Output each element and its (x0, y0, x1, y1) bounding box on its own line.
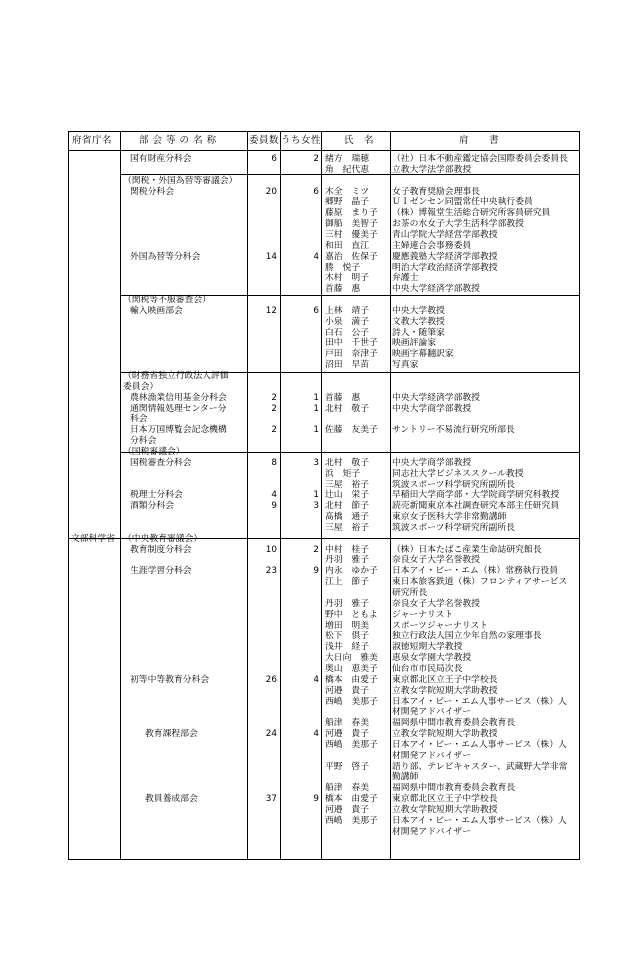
person-title: 研究所長 (392, 588, 428, 598)
table-row (69, 588, 579, 598)
person-title: 筑波スポーツ科学研究所副所長 (392, 522, 515, 533)
person-title: 早稲田大学商学部・大学院商学研究科教授 (392, 490, 560, 501)
table-row (69, 610, 579, 620)
document-table (68, 131, 580, 860)
female-count: 3 (313, 457, 319, 468)
committee-name: 生涯学習分科会 (130, 566, 192, 577)
committee-name: 科会 (130, 414, 148, 425)
table-row (69, 480, 579, 490)
table-row (69, 165, 579, 175)
person-title: 日本アイ・ビー・エム人事サービス（株）人 (392, 739, 567, 750)
table-row (69, 317, 579, 327)
member-count: 26 (265, 674, 277, 685)
person-title: （社）日本不動産鑑定協会国際委員会委員長 (392, 154, 568, 164)
table-row (69, 534, 579, 544)
female-count: 4 (313, 674, 319, 685)
person-name: 橋本 由愛子 (325, 674, 378, 685)
table-row (69, 762, 579, 772)
table-row (69, 349, 579, 359)
person-name: 三村 優美子 (325, 229, 378, 240)
female-count: 6 (313, 186, 319, 197)
table-row (69, 447, 579, 457)
person-name: 中村 桂子 (325, 544, 369, 555)
person-title: 立教女学院短期大学助教授 (392, 729, 498, 740)
person-name: 髙橋 通子 (325, 512, 369, 523)
person-name: 藤原 まり子 (325, 208, 378, 219)
table-row (69, 577, 579, 587)
table-row (69, 697, 579, 707)
table-row (69, 241, 579, 251)
committee-name: 委員会） (123, 381, 159, 392)
female-count: 4 (313, 251, 319, 262)
committee-name: 教員養成部会 (145, 794, 198, 805)
person-name: 小泉 満子 (325, 316, 369, 327)
table-row (69, 686, 579, 696)
table-row (69, 621, 579, 631)
member-count: 6 (271, 154, 277, 164)
person-title: スポーツジャーナリスト (392, 620, 489, 631)
person-title: 勤講師 (392, 772, 419, 783)
person-name: 田中 千世子 (325, 338, 378, 349)
person-title: サントリー不易流行研究所部長 (392, 425, 515, 436)
member-count: 8 (271, 457, 277, 468)
table-row (69, 219, 579, 229)
member-count: 2 (271, 392, 277, 403)
person-name: 首藤 惠 (325, 392, 361, 403)
person-name: 橋本 由愛子 (325, 794, 378, 805)
female-count: 1 (313, 490, 319, 501)
table-row (69, 458, 579, 468)
committee-name: 輸入映画部会 (130, 305, 183, 316)
ministry-name: 文部科学省 (71, 533, 115, 544)
person-title: 青山学院大学経営学部教授 (392, 229, 498, 240)
person-title: 中央大学教授 (392, 305, 445, 316)
table-row (69, 436, 579, 446)
person-name: 和田 直江 (325, 240, 369, 251)
member-count: 4 (271, 490, 277, 501)
person-title: 材開発アドバイザー (392, 750, 471, 761)
person-name: 浜 矩子 (325, 468, 361, 479)
person-title: 中央大学経済学部教授 (392, 392, 480, 403)
table-row (69, 414, 579, 424)
person-name: 辻山 栄子 (325, 490, 369, 501)
person-name: 丹羽 雅子 (325, 598, 369, 609)
header-name: 氏 名 (344, 135, 375, 146)
table-row (69, 393, 579, 403)
committee-name: （関税・外国為替等審議会） (123, 175, 238, 186)
person-title: 映画字幕翻訳家 (392, 349, 454, 360)
committee-name: 関税分科会 (130, 186, 174, 197)
person-name: 河邉 貴子 (325, 805, 369, 815)
person-title: 語り部、テレビキャスター、武蔵野大学非常 (392, 761, 568, 772)
committee-name: 国有財産分科会 (130, 154, 192, 164)
person-name: 松下 倶子 (325, 631, 369, 642)
person-title: 立教大学法学部教授 (392, 164, 472, 175)
person-title: 東日本旅客鉄道（株）フロンティアサービス (392, 577, 568, 588)
person-title: （株）博報堂生活総合研究所客員研究員 (392, 208, 551, 219)
table-row (69, 338, 579, 348)
table-row (69, 490, 579, 500)
person-name: 船津 春美 (325, 718, 369, 729)
person-name: 三屋 裕子 (325, 522, 369, 533)
person-name: 白石 公子 (325, 327, 369, 338)
person-title: 東京女子医科大学非常勤講師 (392, 512, 507, 523)
table-row (69, 425, 579, 435)
member-count: 2 (271, 425, 277, 436)
table-row (69, 295, 579, 305)
committee-name: 分科会 (130, 436, 157, 447)
table-row (69, 566, 579, 576)
table-row (69, 197, 579, 207)
table-row (69, 599, 579, 609)
person-title: 弁護士 (392, 273, 419, 284)
table-header (69, 132, 579, 151)
person-title: 立教女学院短期大学助教授 (392, 805, 498, 815)
table-row (69, 306, 579, 316)
person-title: 中央大学商学部教授 (392, 457, 472, 468)
female-count: 9 (313, 794, 319, 805)
table-row (69, 827, 579, 837)
person-name: 三屋 裕子 (325, 479, 369, 490)
person-title: 文教大学教授 (392, 316, 445, 327)
person-title: 日本アイ・ビー・エム人事サービス（株）人 (392, 815, 567, 826)
person-title: 淑徳短期大学教授 (392, 642, 463, 653)
female-count: 2 (313, 154, 319, 164)
table-row (69, 176, 579, 186)
person-name: 浅井 経子 (325, 642, 369, 653)
person-name: 上林 靖子 (325, 305, 369, 316)
person-name: 北村 敬子 (325, 457, 369, 468)
person-name: 郷野 晶子 (325, 197, 369, 208)
person-title: 同志社大学ビジネススクール教授 (392, 468, 524, 479)
person-title: 仙台市市民局次長 (392, 663, 463, 674)
person-name: 嘉治 佐保子 (325, 251, 378, 262)
female-count: 1 (313, 425, 319, 436)
person-title: 奈良女子大学名誉教授 (392, 598, 480, 609)
person-title: 中央大学経済学部教授 (392, 284, 480, 295)
header-body: 部 会 等 の 名 称 (139, 135, 217, 146)
member-count: 12 (265, 305, 277, 316)
table-row (69, 816, 579, 826)
person-name: 江上 節子 (325, 577, 369, 588)
table-row (69, 729, 579, 739)
header-position: 肩 書 (459, 135, 500, 146)
table-row (69, 360, 579, 370)
committee-name: 初等中等教育分科会 (130, 674, 210, 685)
member-count: 37 (265, 794, 277, 805)
person-name: 沼田 早苗 (325, 360, 369, 371)
table-row (69, 783, 579, 793)
member-count: 2 (271, 403, 277, 414)
header-ministry: 府省庁名 (72, 135, 113, 146)
person-title: 東京都北区立王子中学校長 (392, 674, 498, 685)
person-title: 日本アイ・ビー・エム（株）常務執行役員 (392, 566, 558, 577)
person-name: 内永 ゆか子 (325, 566, 378, 577)
person-name: 野中 ともよ (325, 609, 378, 620)
person-name: 増田 明美 (325, 620, 369, 631)
person-title: 独立行政法人国立少年自然の家理事長 (392, 631, 542, 642)
table-row (69, 740, 579, 750)
committee-name: （関税等不服審査会） (123, 295, 211, 306)
committee-name: 教育制度分科会 (130, 544, 192, 555)
table-row (69, 751, 579, 761)
person-title: 福岡県中間市教育委員会教育長 (392, 718, 516, 729)
person-name: 西嶋 美那子 (325, 739, 378, 750)
person-name: 西嶋 美那子 (325, 696, 378, 707)
table-row (69, 187, 579, 197)
table-row (69, 545, 579, 555)
table-row (69, 208, 579, 218)
table-row (69, 718, 579, 728)
member-count: 24 (265, 729, 277, 740)
person-title: 写真家 (392, 360, 419, 371)
person-title: 立教女学院短期大学助教授 (392, 685, 498, 696)
person-title: ジャーナリスト (392, 609, 454, 620)
person-title: 筑波スポーツ科学研究所副所長 (392, 479, 515, 490)
person-title: 主婦連合会事務委員 (392, 240, 472, 251)
female-count: 4 (313, 729, 319, 740)
table-row (69, 501, 579, 511)
person-title: 材開発アドバイザー (392, 826, 471, 837)
person-name: 奥山 恵美子 (325, 663, 378, 674)
person-name: 大日向 雅美 (325, 653, 378, 664)
person-name: 平野 啓子 (325, 761, 369, 772)
person-name: 佐藤 友美子 (325, 425, 378, 436)
committee-name: 教育課程部会 (145, 729, 198, 740)
table-row (69, 469, 579, 479)
member-count: 14 (265, 251, 277, 262)
table-row (69, 404, 579, 414)
table-row (69, 230, 579, 240)
committee-name: 日本万国博覧会記念機構 (130, 425, 227, 436)
table-row (69, 707, 579, 717)
female-count: 2 (313, 544, 319, 555)
committee-name: （国税審議会） (123, 446, 185, 457)
person-title: 東京都北区立王子中学校長 (392, 794, 498, 805)
committee-name: 税理士分科会 (130, 490, 183, 501)
person-name: 戸田 奈津子 (325, 349, 378, 360)
person-name: 北村 節子 (325, 501, 369, 512)
table-row (69, 805, 579, 815)
person-name: 西嶋 美那子 (325, 815, 378, 826)
table-row (69, 382, 579, 392)
person-name: 御船 美智子 (325, 219, 378, 230)
table-row (69, 273, 579, 283)
person-title: 奈良女子大学名誉教授 (392, 555, 480, 566)
committee-name: （財務省独立行政法人評価 (123, 371, 229, 381)
person-title: 慶應義塾大学経済学部教授 (392, 251, 498, 262)
table-row (69, 328, 579, 338)
table-row (69, 512, 579, 522)
member-count: 20 (265, 186, 277, 197)
table-row (69, 523, 579, 533)
person-title: （株）日本たばこ産業生命誌研究館長 (392, 544, 542, 555)
table-row (69, 642, 579, 652)
member-count: 10 (265, 544, 277, 555)
person-name: 緒方 瑞穂 (325, 154, 369, 164)
table-row (69, 794, 579, 804)
person-title: お茶の水女子大学生活科学部教授 (392, 219, 524, 230)
person-title: 材開発アドバイザー (392, 707, 471, 718)
table-row (69, 631, 579, 641)
person-name: 北村 敬子 (325, 403, 369, 414)
person-name: 河邉 貴子 (325, 729, 369, 740)
committee-name: 酒類分科会 (130, 501, 174, 512)
table-row (69, 675, 579, 685)
committee-name: 通関情報処理センター分 (130, 403, 227, 414)
female-count: 6 (313, 305, 319, 316)
member-count: 9 (271, 501, 277, 512)
person-title: 詩人・随筆家 (392, 327, 445, 338)
committee-name: 農林漁業信用基金分科会 (130, 392, 227, 403)
header-women: うち女性 (281, 135, 322, 146)
person-name: 丹羽 雅子 (325, 555, 369, 566)
female-count: 1 (313, 392, 319, 403)
table-row (69, 555, 579, 565)
table-row (69, 772, 579, 782)
table-row (69, 252, 579, 262)
person-name: 木全 ミツ (325, 186, 369, 197)
table-row (69, 664, 579, 674)
female-count: 1 (313, 403, 319, 414)
person-name: 勝 悦子 (325, 262, 361, 273)
female-count: 3 (313, 501, 319, 512)
person-title: ＵＩゼンセン同盟常任中央執行委員 (392, 197, 533, 208)
committee-name: 国税審査分科会 (130, 457, 192, 468)
table-row (69, 284, 579, 294)
committee-name: （中央教育審議会） (123, 533, 203, 544)
person-name: 船津 春美 (325, 783, 369, 794)
person-name: 河邉 貴子 (325, 685, 369, 696)
person-name: 角 紀代恵 (325, 164, 369, 175)
person-title: 明治大学政治経済学部教授 (392, 262, 498, 273)
table-row (69, 653, 579, 663)
person-title: 日本アイ・ビー・エム人事サービス（株）人 (392, 696, 567, 707)
person-name: 首藤 惠 (325, 284, 361, 295)
person-title: 読売新聞東京本社調査研究本部主任研究員 (392, 501, 560, 512)
person-title: 福岡県中間市教育委員会教育長 (392, 783, 516, 794)
person-title: 中央大学商学部教授 (392, 403, 472, 414)
person-name: 木村 明子 (325, 273, 369, 284)
header-members: 委員数 (249, 135, 280, 146)
person-title: 女子教育奨励会理事長 (392, 186, 480, 197)
member-count: 23 (265, 566, 277, 577)
table-row (69, 263, 579, 273)
person-title: 映画評論家 (392, 338, 436, 349)
committee-name: 外国為替等分科会 (130, 251, 201, 262)
table-row (69, 154, 579, 164)
female-count: 9 (313, 566, 319, 577)
table-row (69, 371, 579, 381)
person-title: 恵泉女学園大学教授 (392, 653, 472, 664)
